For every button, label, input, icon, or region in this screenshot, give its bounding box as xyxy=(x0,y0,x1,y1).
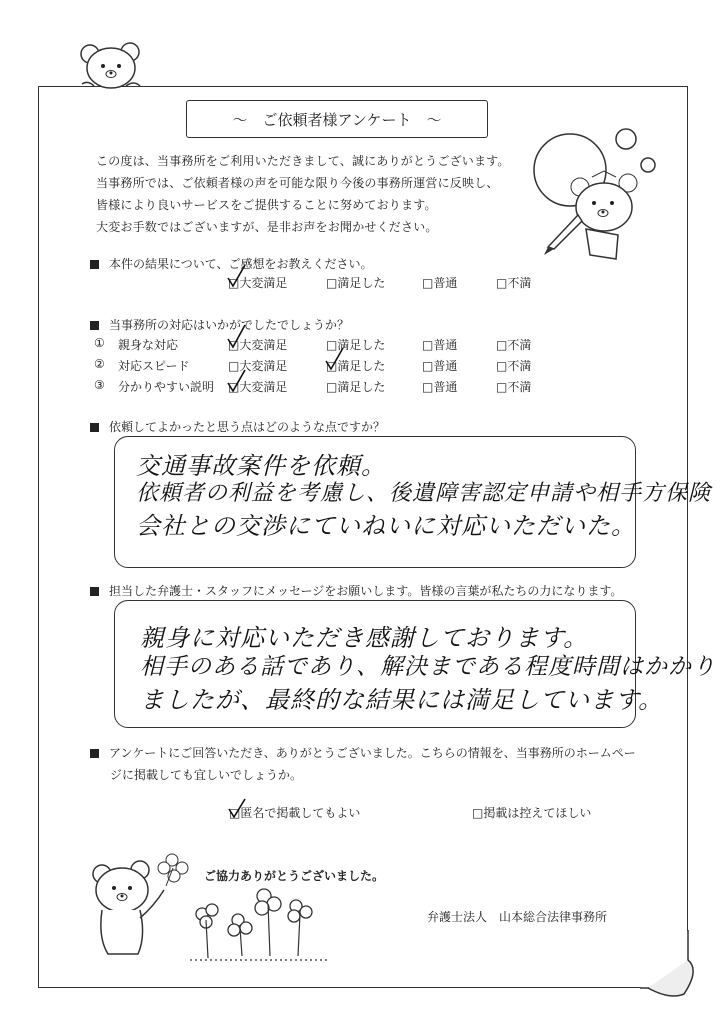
q2-item-3-label: 分かりやすい説明 xyxy=(118,380,215,394)
q3-answer-line-1: 交通事故案件を依頼。 xyxy=(136,452,386,480)
question-4 xyxy=(90,582,622,599)
q2-2-option-very-satisfied[interactable]: □大変満足 xyxy=(228,359,288,373)
checkmark-icon xyxy=(226,797,248,821)
q2-1-option-very-satisfied[interactable]: □大変満足 xyxy=(228,338,288,352)
checkmark-icon xyxy=(225,262,247,290)
bullet-icon xyxy=(90,260,99,269)
q2-2-option-dissatisfied[interactable]: □不満 xyxy=(496,359,532,373)
question-1-label: 本件の結果について、ご感想をお教えください。 xyxy=(109,257,373,271)
bear-pencil-icon xyxy=(520,125,690,265)
q2-3-option-dissatisfied[interactable]: □不満 xyxy=(496,380,532,394)
q2-1-option-satisfied[interactable]: □満足した xyxy=(326,338,386,352)
q2-item-3-number: ③ xyxy=(94,378,105,392)
question-2-label: 当事務所の対応はいかがでしたでしょうか？ xyxy=(109,318,350,332)
q2-item-2-number: ② xyxy=(94,357,105,371)
q2-2-option-satisfied[interactable]: □満足した xyxy=(326,359,386,373)
clover-icon xyxy=(190,880,330,970)
question-3 xyxy=(90,418,385,435)
survey-title: ～ ご依頼者様アンケート ～ xyxy=(186,100,488,138)
q1-option-satisfied[interactable]: □満足した xyxy=(326,276,386,290)
q1-option-dissatisfied[interactable]: □不満 xyxy=(496,276,532,290)
question-5-label-line-2: ジに掲載しても宜しいでしょうか。 xyxy=(110,768,303,782)
q2-3-option-normal[interactable]: □普通 xyxy=(422,380,458,394)
bullet-icon xyxy=(90,749,99,758)
question-3-label: 依頼してよかったと思う点はどのような点ですか？ xyxy=(109,420,386,434)
q5-option-decline[interactable]: □掲載は控えてほしい xyxy=(472,806,592,820)
q1-option-very-satisfied[interactable]: □大変満足 xyxy=(228,276,288,290)
q2-1-option-normal[interactable]: □普通 xyxy=(422,338,458,352)
page-curl-icon xyxy=(640,930,710,1000)
q2-item-2-label: 対応スピード xyxy=(118,359,190,373)
q5-option-anonymous-ok[interactable]: □匿名で掲載してもよい xyxy=(229,806,361,820)
intro-line-3: 皆様により良いサービスをご提供することに努めております。 xyxy=(96,198,437,212)
bullet-icon xyxy=(90,423,99,432)
thanks-message: ご協力ありがとうございました。 xyxy=(204,869,385,883)
bear-peek-icon xyxy=(78,40,148,96)
question-5-label-line-1: アンケートにご回答いただき、ありがとうございました。こちらの情報を、当事務所のホームペー xyxy=(109,746,636,760)
bullet-icon xyxy=(90,587,99,596)
intro-line-2: 当事務所では、ご依頼者様の声を可能な限り今後の事務所運営に反映し、 xyxy=(96,176,499,190)
intro-line-1: この度は、当事務所をご利用いただきまして、誠にありがとうございます。 xyxy=(96,154,510,168)
intro-line-4: 大変お手数ではございますが、是非お声をお聞かせください。 xyxy=(96,220,438,234)
q2-item-1-number: ① xyxy=(94,336,105,350)
q4-answer-line-3: ましたが、最終的な結果には満足しています。 xyxy=(140,686,664,714)
q3-answer-line-3: 会社との交渉にていねいに対応いただいた。 xyxy=(136,512,636,540)
q2-item-1-label: 親身な対応 xyxy=(118,338,179,352)
q2-3-option-satisfied[interactable]: □満足した xyxy=(326,380,386,394)
question-4-label: 担当した弁護士・スタッフにメッセージをお願いします。皆様の言葉が私たちの力になります。 xyxy=(109,584,623,598)
q2-1-option-dissatisfied[interactable]: □不満 xyxy=(496,338,532,352)
signature: 弁護士法人 山本総合法律事務所 xyxy=(427,910,608,924)
checkmark-icon xyxy=(323,345,345,373)
checkmark-icon xyxy=(225,367,247,395)
checkmark-icon xyxy=(225,322,247,350)
bullet-icon xyxy=(90,321,99,330)
q2-3-option-very-satisfied[interactable]: □大変満足 xyxy=(228,380,288,394)
q4-answer-line-1: 親身に対応いただき感謝しております。 xyxy=(140,624,589,652)
question-5 xyxy=(90,744,636,761)
q4-answer-line-2: 相手のある話であり、解決まである程度時間はかかり xyxy=(140,654,716,680)
question-2 xyxy=(90,316,349,333)
q3-answer-line-2: 依頼者の利益を考慮し、後遺障害認定申請や相手方保険 xyxy=(136,481,712,506)
q1-option-normal[interactable]: □普通 xyxy=(422,276,458,290)
q2-2-option-normal[interactable]: □普通 xyxy=(422,359,458,373)
